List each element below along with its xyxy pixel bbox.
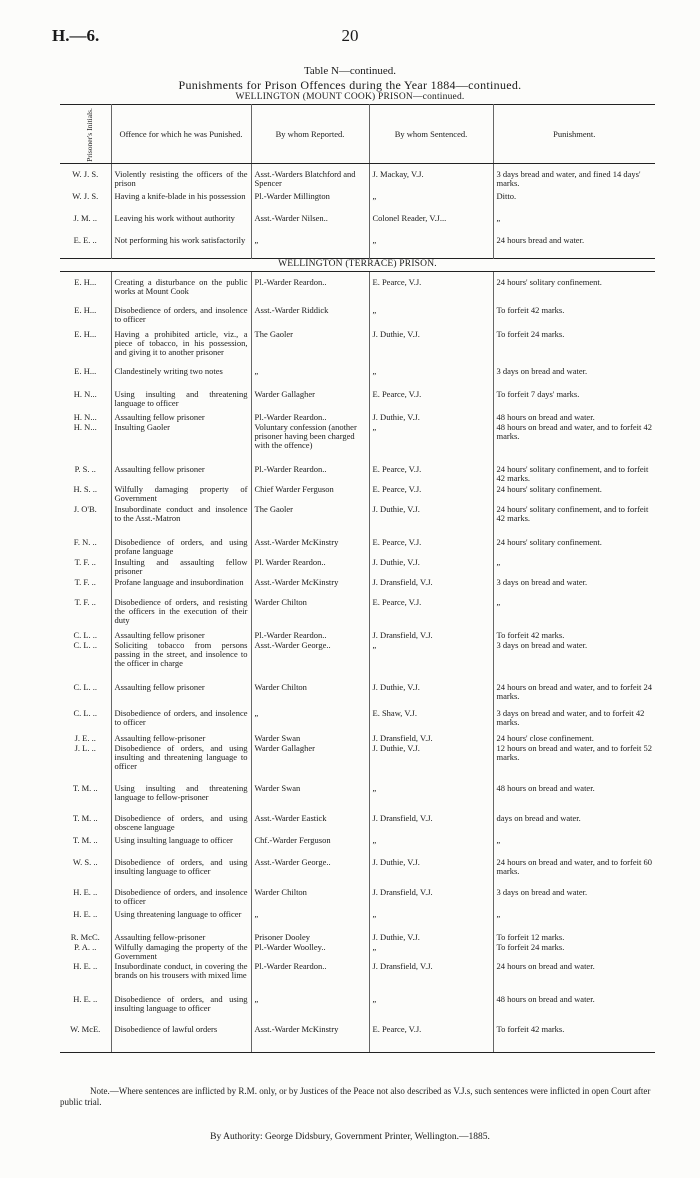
initials-cell: T. M. .. [60, 784, 111, 814]
punishment-cell: 48 hours on bread and water, and to forfeit 42 marks. [496, 422, 652, 441]
offence-cell: Clandestinely writing two notes [111, 367, 251, 390]
sentenced-cell: E. Pearce, V.J. [369, 465, 493, 485]
offence-cell: Disobedience of orders, and using obscene language [111, 814, 251, 836]
punishment-cell: 24 hours' solitary confinement, and to forfeit 42 marks. [496, 504, 649, 523]
sentenced-cell: J. Duthie, V.J. [369, 505, 493, 538]
sentenced-cell: J. Duthie, V.J. [369, 413, 493, 423]
sentenced-cell: J. Dransfield, V.J. [369, 962, 493, 995]
table-row [60, 598, 655, 631]
initials-cell: P. A. .. [60, 943, 111, 962]
initials-cell: E. H... [60, 306, 111, 330]
offence-cell: Disobedience of orders, and using insulting language to officer [111, 995, 251, 1025]
offence-cell: Assaulting fellow-prisoner [111, 734, 251, 744]
punishment-cell: 3 days on bread and water. [496, 640, 588, 650]
offence-cell: Insubordinate conduct, in covering the brands on his trousers with mixed lime [111, 962, 251, 995]
reported-cell: Pl.-Warder Reardon.. [251, 465, 369, 485]
table-row [60, 236, 655, 258]
punishment-cell: 12 hours on bread and water, and to forfeit 52 marks. [496, 743, 652, 762]
offence-cell: Assaulting fellow prisoner [111, 413, 251, 423]
sentenced-cell: J. Dransfield, V.J. [369, 631, 493, 641]
sentenced-cell: „ [369, 367, 493, 390]
sentenced-cell: E. Pearce, V.J. [369, 390, 493, 413]
table-row [60, 962, 655, 995]
initials-cell: J. L. .. [60, 744, 111, 784]
reported-cell: Asst.-Warder Eastick [251, 814, 369, 836]
sentenced-cell: „ [369, 943, 493, 962]
table-row [60, 558, 655, 578]
reported-cell: Pl.-Warder Reardon.. [251, 413, 369, 423]
reported-cell: Warder Gallagher [251, 744, 369, 784]
punishment-cell: To forfeit 24 marks. [496, 329, 565, 339]
initials-cell: C. L. .. [60, 709, 111, 734]
reported-cell: The Gaoler [251, 505, 369, 538]
initials-cell: H. N... [60, 390, 111, 413]
section-heading-terrace-row [60, 258, 655, 271]
column-header-initials: Prisoner's Initials. [60, 105, 111, 164]
initials-cell: T. M. .. [60, 836, 111, 858]
reported-cell: Warder Chilton [251, 683, 369, 709]
sentenced-cell: „ [369, 836, 493, 858]
punishment-cell: 24 hours' solitary confinement. [496, 537, 602, 547]
reported-cell: Pl. Warder Reardon.. [251, 558, 369, 578]
initials-cell: H. S. .. [60, 485, 111, 505]
document-reference: H.—6. [52, 26, 100, 45]
reported-cell: Asst.-Warder George.. [251, 858, 369, 888]
initials-cell: E. H... [60, 330, 111, 367]
reported-cell: Warder Swan [251, 784, 369, 814]
offence-cell: Profane language and insubordination [111, 578, 251, 598]
sentenced-cell: „ [369, 236, 493, 258]
table-row [60, 330, 655, 367]
initials-cell: H. E. .. [60, 910, 111, 933]
punishment-cell: 24 hours' solitary confinement, and to forfeit 42 marks. [496, 464, 649, 483]
reported-cell: Pl.-Warder Millington [251, 192, 369, 214]
initials-cell: E. E. .. [60, 236, 111, 258]
punishment-cell: To forfeit 12 marks. [496, 932, 565, 942]
sentenced-cell: „ [369, 995, 493, 1025]
initials-cell: C. L. .. [60, 683, 111, 709]
punishment-cell: „ [496, 557, 501, 567]
offence-cell: Insulting and assaulting fellow prisoner [111, 558, 251, 578]
punishment-cell: Ditto. [496, 192, 517, 201]
initials-cell: H. N... [60, 413, 111, 423]
sentenced-cell: E. Pearce, V.J. [369, 278, 493, 306]
punishment-cell: 48 hours on bread and water. [496, 783, 595, 793]
offence-cell: Disobedience of orders, and using profane language [111, 538, 251, 558]
initials-cell: H. N... [60, 423, 111, 465]
punishment-cell: 48 hours on bread and water. [496, 994, 595, 1004]
punishment-cell: 24 hours' close confinement. [496, 733, 594, 743]
reported-cell: Warder Chilton [251, 888, 369, 910]
sentenced-cell: J. Duthie, V.J. [369, 683, 493, 709]
table-row [60, 631, 655, 641]
table-row [60, 888, 655, 910]
initials-cell: E. H... [60, 367, 111, 390]
initials-cell: W. S. .. [60, 858, 111, 888]
table-row [60, 278, 655, 306]
reported-cell: Pl.-Warder Woolley.. [251, 943, 369, 962]
initials-cell: W. J. S. [60, 170, 111, 192]
offence-cell: Disobedience of lawful orders [111, 1025, 251, 1053]
offence-cell: Using insulting and threatening language to officer [111, 390, 251, 413]
punishment-cell: days on bread and water. [496, 813, 581, 823]
reported-cell: Asst.-Warder Nilsen.. [251, 214, 369, 236]
punishment-cell: 48 hours on bread and water. [496, 412, 595, 422]
section-heading-mount-cook: WELLINGTON (MOUNT COOK) PRISON—continued. [235, 92, 465, 102]
sentenced-cell: „ [369, 784, 493, 814]
punishment-cell: „ [496, 909, 501, 919]
offence-cell: Having a prohibited article, viz., a piece of tobacco, in his possession, and giving it to another prisoner [111, 330, 251, 367]
punishment-cell: 24 hours on bread and water, and to forfeit 24 marks. [496, 682, 652, 701]
punishment-cell: To forfeit 42 marks. [496, 305, 565, 315]
offence-cell: Soliciting tobacco from persons passing in the street, and insolence to the officer in charge [111, 641, 251, 683]
reported-cell: „ [251, 367, 369, 390]
table-row [60, 683, 655, 709]
sentenced-cell: „ [369, 192, 493, 214]
sentenced-cell: J. Duthie, V.J. [369, 744, 493, 784]
reported-cell: The Gaoler [251, 330, 369, 367]
sentenced-cell: „ [369, 910, 493, 933]
footnote: Note.—Where sentences are inflicted by R.M. only, or by Justices of the Peace not also described as V.J.s, such sentences were inflicted in open Court after public trial. [60, 1086, 651, 1107]
table-row [60, 943, 655, 962]
punishment-cell: 3 days on bread and water. [496, 366, 588, 376]
punishment-cell: To forfeit 42 marks. [493, 1025, 655, 1053]
table-row [60, 413, 655, 423]
table-row [60, 170, 655, 192]
offence-cell: Disobedience of orders, and using insulting language to officer [111, 858, 251, 888]
sentenced-cell: J. Dransfield, V.J. [369, 578, 493, 598]
column-header-punishment: Punishment. [493, 105, 655, 164]
reported-cell: Pl.-Warder Reardon.. [251, 631, 369, 641]
punishment-cell: 3 days on bread and water. [496, 887, 588, 897]
table-row [60, 995, 655, 1025]
initials-cell: W. J. S. [60, 192, 111, 214]
initials-cell: H. E. .. [60, 995, 111, 1025]
reported-cell: Warder Swan [251, 734, 369, 744]
offence-cell: Wilfully damaging the property of the Government [111, 943, 251, 962]
punishments-table [60, 104, 655, 1053]
punishment-cell: 24 hours' solitary confinement. [496, 277, 602, 287]
table-title: Table N—continued. [303, 65, 397, 77]
punishment-cell: 24 hours' solitary confinement. [496, 484, 602, 494]
offence-cell: Disobedience of orders, and insolence to officer [111, 709, 251, 734]
punishment-cell: 3 days on bread and water, and to forfeit 42 marks. [496, 708, 645, 727]
sentenced-cell: E. Pearce, V.J. [369, 485, 493, 505]
sentenced-cell: J. Mackay, V.J. [369, 170, 493, 192]
reported-cell: Asst.-Warder George.. [251, 641, 369, 683]
punishment-cell: 24 hours on bread and water, and to forfeit 60 marks. [496, 857, 652, 876]
table-row [60, 858, 655, 888]
column-header-reported: By whom Reported. [251, 105, 369, 164]
table-row [60, 578, 655, 598]
initials-cell: T. F. .. [60, 558, 111, 578]
initials-cell: W. McE. [60, 1025, 111, 1053]
table-row [60, 538, 655, 558]
offence-cell: Having a knife-blade in his possession [111, 192, 251, 214]
table-row [60, 192, 655, 214]
reported-cell: „ [251, 910, 369, 933]
reported-cell: Asst.-Warders Blatchford and Spencer [251, 170, 369, 192]
sentenced-cell: J. Duthie, V.J. [369, 330, 493, 367]
punishment-cell: „ [496, 597, 501, 607]
table-row [60, 465, 655, 485]
punishment-cell: To forfeit 24 marks. [496, 942, 565, 952]
sentenced-cell: J. Duthie, V.J. [369, 933, 493, 943]
reported-cell: Asst.-Warder Riddick [251, 306, 369, 330]
sentenced-cell: E. Shaw, V.J. [369, 709, 493, 734]
sentenced-cell: E. Pearce, V.J. [369, 1025, 493, 1053]
reported-cell: Warder Chilton [251, 598, 369, 631]
sentenced-cell: E. Pearce, V.J. [369, 538, 493, 558]
table-row [60, 367, 655, 390]
punishment-cell: „ [496, 835, 501, 845]
punishment-cell: 24 hours on bread and water. [496, 961, 595, 971]
table-row [60, 1025, 655, 1053]
offence-cell: Not performing his work satisfactorily [111, 236, 251, 258]
table-row [60, 423, 655, 465]
reported-cell: Asst.-Warder McKinstry [251, 578, 369, 598]
sentenced-cell: E. Pearce, V.J. [369, 598, 493, 631]
initials-cell: J. E. .. [60, 734, 111, 744]
offence-cell: Assaulting fellow prisoner [111, 465, 251, 485]
offence-cell: Using insulting language to officer [111, 836, 251, 858]
table-row [60, 390, 655, 413]
column-headers [60, 105, 655, 164]
initials-cell: C. L. .. [60, 631, 111, 641]
initials-cell: T. F. .. [60, 598, 111, 631]
reported-cell: Chief Warder Ferguson [251, 485, 369, 505]
initials-cell: P. S. .. [60, 465, 111, 485]
reported-cell: Asst.-Warder McKinstry [251, 538, 369, 558]
offence-cell: Insubordinate conduct and insolence to the Asst.-Matron [111, 505, 251, 538]
table-row [60, 485, 655, 505]
punishment-cell: 24 hours bread and water. [496, 236, 585, 245]
initials-cell: T. F. .. [60, 578, 111, 598]
offence-cell: Disobedience of orders, and insolence to officer [111, 888, 251, 910]
punishment-cell: 3 days bread and water, and fined 14 days' marks. [496, 170, 641, 188]
initials-cell: J. M. .. [60, 214, 111, 236]
table-row [60, 709, 655, 734]
sentenced-cell: „ [369, 641, 493, 683]
table-row [60, 910, 655, 933]
offence-cell: Violently resisting the officers of the prison [111, 170, 251, 192]
sentenced-cell: „ [369, 306, 493, 330]
reported-cell: „ [251, 995, 369, 1025]
offence-cell: Wilfully damaging property of Government [111, 485, 251, 505]
table-row [60, 641, 655, 683]
offence-cell: Assaulting fellow prisoner [111, 683, 251, 709]
reported-cell: Chf.-Warder Ferguson [251, 836, 369, 858]
column-header-offence: Offence for which he was Punished. [111, 105, 251, 164]
punishment-cell: „ [496, 214, 501, 223]
initials-cell: J. O'B. [60, 505, 111, 538]
offence-cell: Using insulting and threatening language to fellow-prisoner [111, 784, 251, 814]
sentenced-cell: J. Dransfield, V.J. [369, 734, 493, 744]
column-header-sentenced: By whom Sentenced. [369, 105, 493, 164]
initials-cell: E. H... [60, 278, 111, 306]
sentenced-cell: Colonel Reader, V.J... [369, 214, 493, 236]
table-subtitle: Punishments for Prison Offences during the Year 1884—continued. [178, 78, 522, 92]
initials-cell: F. N. .. [60, 538, 111, 558]
punishment-cell: To forfeit 7 days' marks. [496, 389, 580, 399]
printer-imprint: By Authority: George Didsbury, Government Printer, Wellington.—1885. [210, 1132, 490, 1142]
initials-cell: R. McC. [60, 933, 111, 943]
table-row [60, 744, 655, 784]
offence-cell: Assaulting fellow-prisoner [111, 933, 251, 943]
reported-cell: „ [251, 236, 369, 258]
table-row [60, 306, 655, 330]
initials-cell: H. E. .. [60, 962, 111, 995]
reported-cell: Voluntary confession (another prisoner having been charged with the offence) [251, 423, 369, 465]
offence-cell: Insulting Gaoler [111, 423, 251, 465]
sentenced-cell: J. Dransfield, V.J. [369, 888, 493, 910]
table-row [60, 505, 655, 538]
table-row [60, 734, 655, 744]
reported-cell: Pl.-Warder Reardon.. [251, 962, 369, 995]
table-row [60, 836, 655, 858]
sentenced-cell: J. Duthie, V.J. [369, 858, 493, 888]
page-number: 20 [341, 26, 359, 45]
offence-cell: Disobedience of orders, and resisting the officers in the execution of their duty [111, 598, 251, 631]
table-row [60, 814, 655, 836]
section-heading-terrace: WELLINGTON (TERRACE) PRISON. [60, 258, 655, 271]
reported-cell: Prisoner Dooley [251, 933, 369, 943]
offence-cell: Disobedience of orders, and insolence to officer [111, 306, 251, 330]
sentenced-cell: „ [369, 423, 493, 465]
page-header [0, 26, 700, 50]
table-row [60, 933, 655, 943]
reported-cell: „ [251, 709, 369, 734]
reported-cell: Warder Gallagher [251, 390, 369, 413]
reported-cell: Pl.-Warder Reardon.. [251, 278, 369, 306]
offence-cell: Using threatening language to officer [111, 910, 251, 933]
punishment-cell: To forfeit 42 marks. [496, 630, 565, 640]
sentenced-cell: J. Dransfield, V.J. [369, 814, 493, 836]
punishment-cell: 3 days on bread and water. [496, 577, 588, 587]
table-row [60, 784, 655, 814]
offence-cell: Creating a disturbance on the public works at Mount Cook [111, 278, 251, 306]
reported-cell: Asst.-Warder McKinstry [251, 1025, 369, 1053]
offence-cell: Assaulting fellow prisoner [111, 631, 251, 641]
table-row [60, 214, 655, 236]
initials-cell: T. M. .. [60, 814, 111, 836]
offence-cell: Disobedience of orders, and using insulting and threatening language to officer [111, 744, 251, 784]
initials-cell: C. L. .. [60, 641, 111, 683]
offence-cell: Leaving his work without authority [111, 214, 251, 236]
sentenced-cell: J. Duthie, V.J. [369, 558, 493, 578]
initials-cell: H. E. .. [60, 888, 111, 910]
